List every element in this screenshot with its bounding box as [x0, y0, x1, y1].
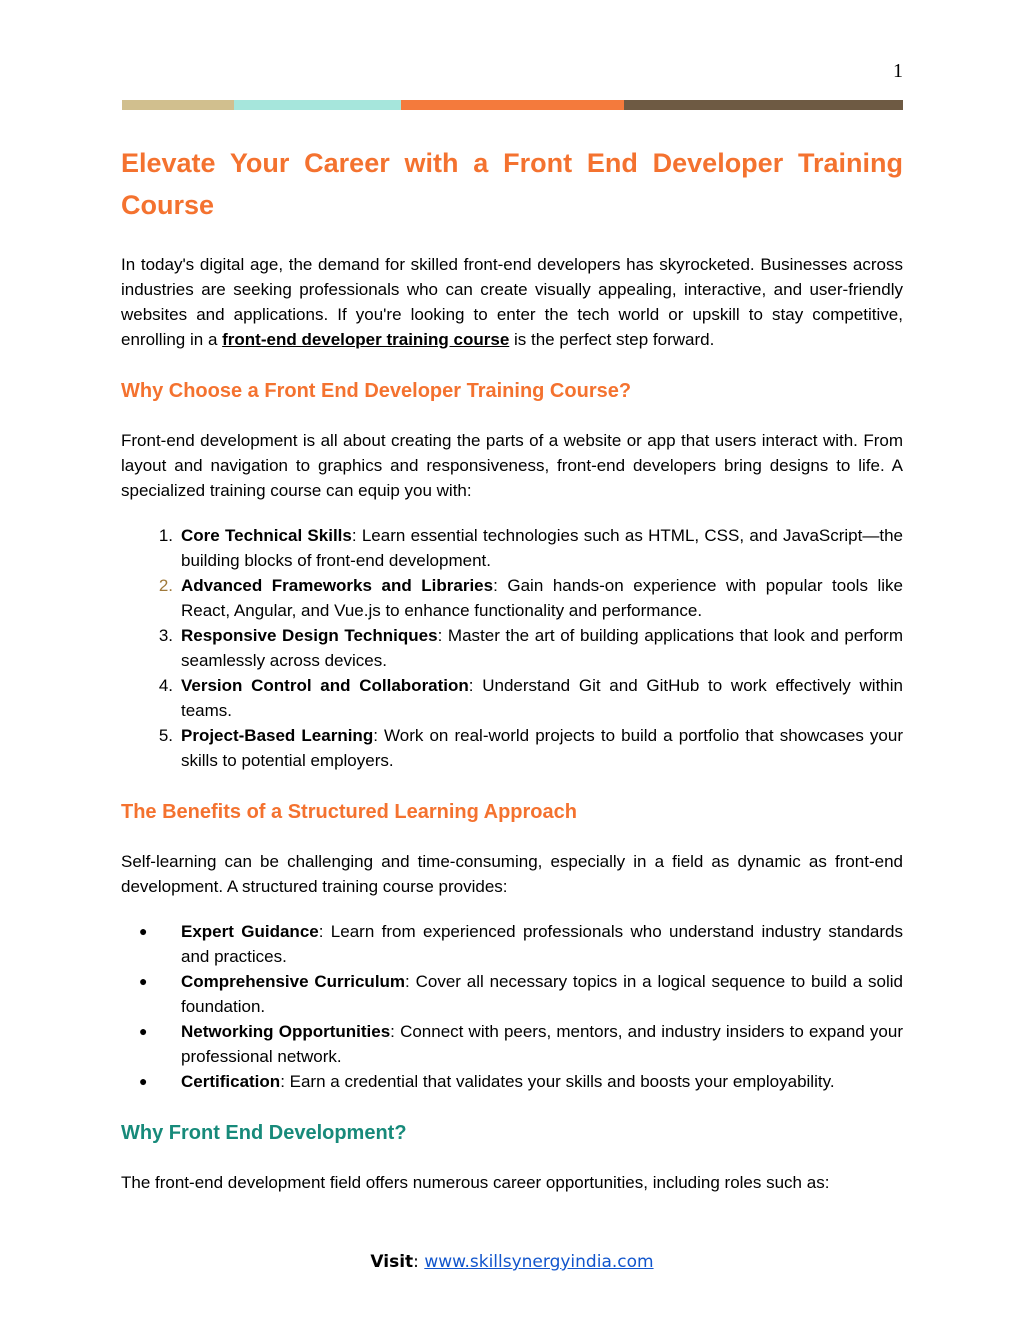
- document-body: [121, 142, 903, 1195]
- benefits-paragraph: Self-learning can be challenging and time-consuming, especially in a field as dynamic as front-end development. A structured training course provides:: [121, 852, 903, 896]
- document-title: [121, 142, 903, 226]
- visit-label: Visit: [370, 1252, 414, 1272]
- list-item-text: : Gain hands-on experience with popular tools like React, Angular, and Vue.js to enhance functionality and performance.: [181, 576, 903, 620]
- why-choose-paragraph: Front-end development is all about creating the parts of a website or app that users interact with. From layout and navigation to graphics and responsiveness, front-end developers bring designs to life. A specialized training course can equip you with:: [121, 431, 903, 500]
- list-number: 1.: [158, 526, 173, 545]
- skills-list: [121, 523, 903, 773]
- list-item: [121, 1069, 903, 1094]
- list-item: [121, 1019, 903, 1069]
- list-item-title: Certification: [181, 1072, 281, 1091]
- list-item: [121, 623, 903, 673]
- bullet-icon: ●: [139, 973, 148, 989]
- color-bar-segment: [624, 100, 903, 110]
- website-link[interactable]: www.skillsynergyindia.com: [424, 1252, 654, 1272]
- color-bar-segment: [401, 100, 624, 110]
- intro-text-end: is the perfect step forward.: [509, 330, 715, 349]
- list-item-title: Advanced Frameworks and Libraries: [181, 576, 494, 595]
- title-part-2: Front End Developer Training Course: [121, 148, 903, 220]
- list-item-text: : Connect with peers, mentors, and industry insiders to expand your professional network.: [181, 1022, 903, 1066]
- list-item-text: : Learn from experienced professionals who understand industry standards and practices.: [181, 922, 903, 966]
- bullet-icon: ●: [139, 923, 148, 939]
- course-link[interactable]: front-end developer training course: [222, 330, 510, 349]
- page-number: 1: [893, 60, 903, 82]
- title-part-1: Elevate Your Career with a: [121, 148, 504, 178]
- list-item: [121, 723, 903, 773]
- bullet-icon: ●: [139, 1023, 148, 1039]
- bullet-icon: ●: [139, 1073, 148, 1089]
- list-item-text: : Learn essential technologies such as HTML, CSS, and JavaScript—the building blocks of front-end development.: [181, 526, 903, 570]
- front-end-paragraph: The front-end development field offers numerous career opportunities, including roles such as:: [121, 1173, 830, 1192]
- list-item: [121, 573, 903, 623]
- intro-paragraph: [121, 252, 903, 352]
- list-number: 4.: [158, 676, 173, 695]
- header-color-bar: [122, 100, 903, 110]
- list-number: 2.: [158, 576, 173, 595]
- list-item-text: : Cover all necessary topics in a logical sequence to build a solid foundation.: [181, 972, 903, 1016]
- footer-separator: :: [413, 1252, 425, 1272]
- list-item-title: Expert Guidance: [181, 922, 319, 941]
- list-number: 5.: [158, 726, 173, 745]
- list-number: 3.: [158, 626, 173, 645]
- list-item-title: Project-Based Learning: [181, 726, 374, 745]
- intro-text: In today's digital age, the demand for skilled front-end developers has skyrocketed. Businesses across industries are seeking professionals who can create visually appealing, interactive, and user-friendly websites and applications. If you're looking to enter the tech world or upskill to stay competitive, enrolling in a: [121, 255, 903, 349]
- list-item: [121, 673, 903, 723]
- list-item-title: Responsive Design Techniques: [181, 626, 438, 645]
- color-bar-segment: [234, 100, 401, 110]
- section-heading-why-choose: Why Choose a Front End Developer Training Course?: [121, 380, 632, 402]
- list-item-text: : Master the art of building applications that look and perform seamlessly across devices.: [181, 626, 903, 670]
- list-item-text: : Work on real-world projects to build a portfolio that showcases your skills to potential employers.: [181, 726, 903, 770]
- list-item-title: Core Technical Skills: [181, 526, 352, 545]
- list-item: [121, 523, 903, 573]
- page-footer: [0, 1252, 1024, 1272]
- color-bar-segment: [122, 100, 234, 110]
- benefits-list: [121, 919, 903, 1094]
- list-item-text: : Understand Git and GitHub to work effectively within teams.: [181, 676, 903, 720]
- list-item-text: : Earn a credential that validates your skills and boosts your employability.: [280, 1072, 835, 1091]
- list-item: [121, 969, 903, 1019]
- list-item-title: Networking Opportunities: [181, 1022, 391, 1041]
- list-item-title: Comprehensive Curriculum: [181, 972, 406, 991]
- list-item: [121, 919, 903, 969]
- section-heading-benefits: The Benefits of a Structured Learning Approach: [121, 801, 577, 823]
- section-heading-why-front-end: Why Front End Development?: [121, 1122, 407, 1144]
- list-item-title: Version Control and Collaboration: [181, 676, 469, 695]
